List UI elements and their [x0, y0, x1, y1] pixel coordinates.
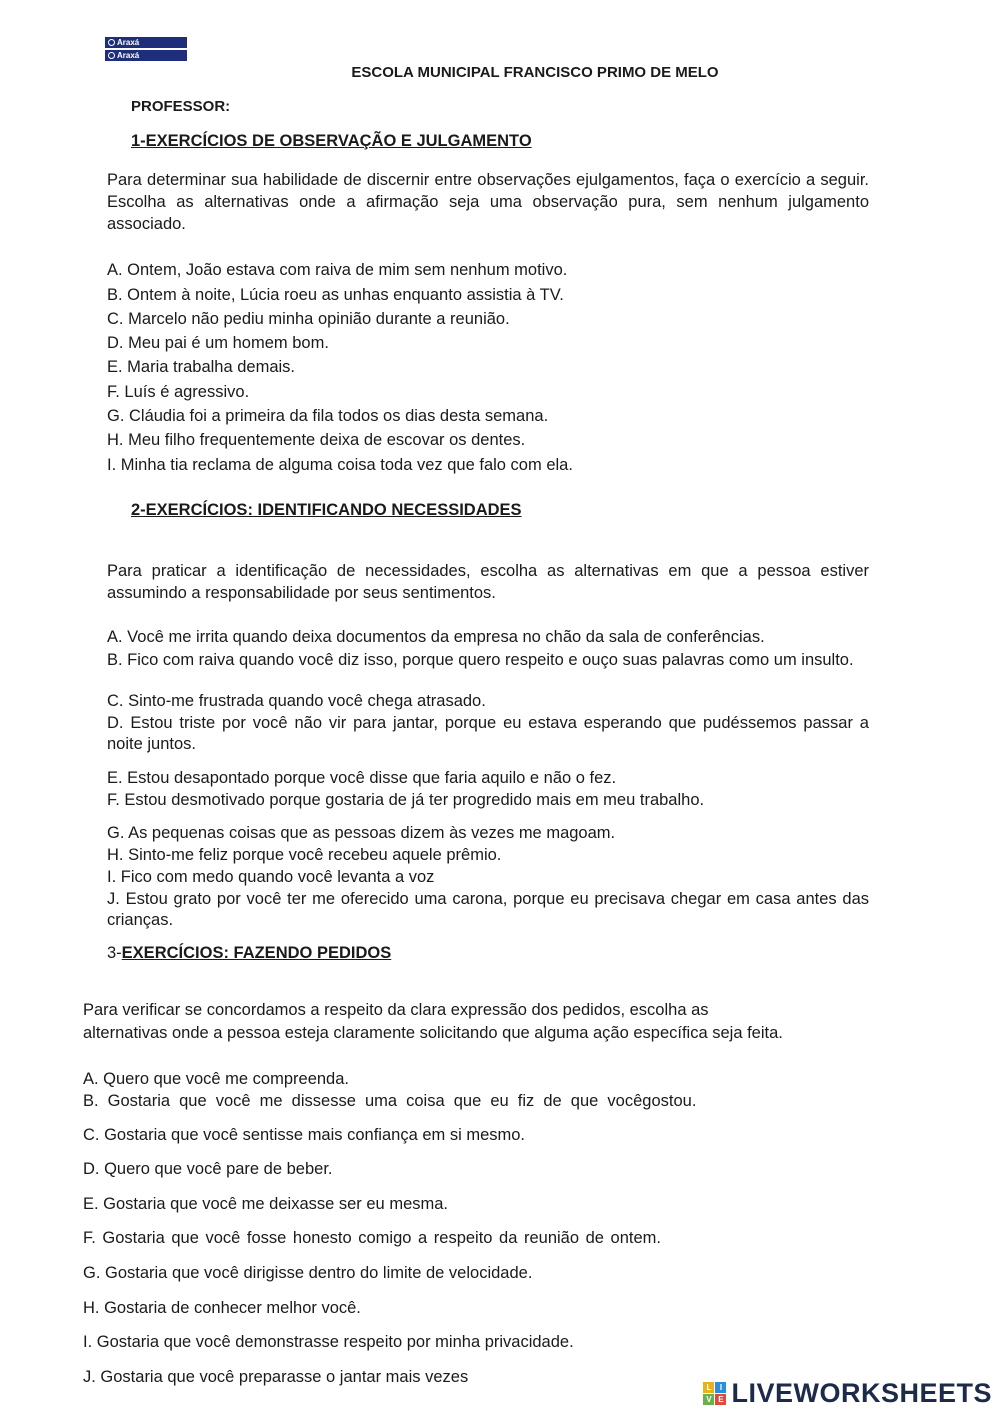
section1-item-c: C. Marcelo não pediu minha opinião durante a reunião.: [107, 310, 510, 328]
section2-item-g: G. As pequenas coisas que as pessoas dizem às vezes me magoam.: [107, 824, 616, 842]
section1-item-f: F. Luís é agressivo.: [107, 383, 250, 401]
section3-item-d: D. Quero que você pare de beber.: [83, 1160, 333, 1178]
section3-item-g: G. Gostaria que você dirigisse dentro do limite de velocidade.: [83, 1264, 533, 1282]
section3-intro-line2: alternativas onde a pessoa esteja claramente solicitando que alguma ação específica seja feita.: [83, 1024, 783, 1042]
section1-item-d: D. Meu pai é um homem bom.: [107, 334, 329, 352]
section1-item-a: A. Ontem, João estava com raiva de mim sem nenhum motivo.: [107, 261, 568, 279]
liveworksheets-logo-icon: [703, 1382, 726, 1405]
logo-tile-i: I: [715, 1382, 726, 1393]
section2-item-i: I. Fico com medo quando você levanta a voz: [107, 868, 435, 886]
logo-tile-v: V: [703, 1394, 714, 1405]
section1-item-g: G. Cláudia foi a primeira da fila todos os dias desta semana.: [107, 407, 549, 425]
section3-item-f: F. Gostaria que você fosse honesto comigo a respeito da reunião de ontem.: [83, 1229, 661, 1247]
liveworksheets-text: LIVEWORKSHEETS: [731, 1377, 992, 1408]
logo-top-bar: Araxá: [105, 37, 187, 48]
section2-item-j: J. Estou grato por você ter me oferecido uma carona, porque eu precisava chegar em casa antes das crianças.: [107, 890, 869, 929]
section3-item-h: H. Gostaria de conhecer melhor você.: [83, 1299, 361, 1317]
section2-item-b: B. Fico com raiva quando você diz isso, porque quero respeito e ouço suas palavras como um insulto.: [107, 651, 854, 669]
section3-title-prefix: 3-: [107, 944, 122, 962]
section2-title: 2-EXERCÍCIOS: IDENTIFICANDO NECESSIDADES: [131, 501, 522, 519]
professor-label: PROFESSOR:: [131, 98, 231, 115]
section1-item-e: E. Maria trabalha demais.: [107, 358, 296, 376]
section1-item-i: I. Minha tia reclama de alguma coisa toda vez que falo com ela.: [107, 456, 573, 474]
section1-item-h: H. Meu filho frequentemente deixa de escovar os dentes.: [107, 431, 526, 449]
section1-intro: Para determinar sua habilidade de discernir entre observações ejulgamentos, faça o exercício a seguir. Escolha as alternativas onde a afirmação seja uma observação pura, sem nenhum julgamento associado.: [107, 171, 869, 233]
section2-item-d: D. Estou triste por você não vir para jantar, porque eu estava esperando que pudéssemos passar a noite juntos.: [107, 714, 869, 753]
logo-tile-e: E: [715, 1394, 726, 1405]
section3-item-b: B. Gostaria que você me dissesse uma coisa que eu fiz de que vocêgostou.: [83, 1092, 697, 1110]
section2-item-e: E. Estou desapontado porque você disse que faria aquilo e não o fez.: [107, 769, 617, 787]
section3-item-c: C. Gostaria que você sentisse mais confiança em si mesmo.: [83, 1126, 526, 1144]
city-logo: [105, 37, 187, 61]
liveworksheets-watermark: [703, 1378, 992, 1408]
section3-intro-line1: Para verificar se concordamos a respeito da clara expressão dos pedidos, escolha as: [83, 1001, 709, 1019]
school-name: ESCOLA MUNICIPAL FRANCISCO PRIMO DE MELO: [351, 64, 719, 81]
section1-title: 1-EXERCÍCIOS DE OBSERVAÇÃO E JULGAMENTO: [131, 132, 532, 150]
section2-item-h: H. Sinto-me feliz porque você recebeu aquele prêmio.: [107, 846, 502, 864]
section3-item-e: E. Gostaria que você me deixasse ser eu mesma.: [83, 1195, 448, 1213]
logo-tile-l: L: [703, 1382, 714, 1393]
section1-item-b: B. Ontem à noite, Lúcia roeu as unhas enquanto assistia à TV.: [107, 286, 564, 304]
section2-intro: Para praticar a identificação de necessidades, escolha as alternativas em que a pessoa estiver assumindo a responsabilidade por seus sentimentos.: [107, 562, 869, 602]
section2-item-c: C. Sinto-me frustrada quando você chega atrasado.: [107, 692, 486, 710]
section2-item-a: A. Você me irrita quando deixa documentos da empresa no chão da sala de conferências.: [107, 628, 765, 646]
logo-bottom-bar: Araxá: [105, 50, 187, 61]
section2-item-f: F. Estou desmotivado porque gostaria de já ter progredido mais em meu trabalho.: [107, 791, 705, 809]
section3-item-i: I. Gostaria que você demonstrasse respeito por minha privacidade.: [83, 1333, 574, 1351]
section3-item-j: J. Gostaria que você preparasse o jantar mais vezes: [83, 1368, 469, 1386]
section3-item-a: A. Quero que você me compreenda.: [83, 1070, 349, 1088]
section3-title-text: EXERCÍCIOS: FAZENDO PEDIDOS: [121, 944, 392, 962]
section3-title: [107, 944, 391, 963]
